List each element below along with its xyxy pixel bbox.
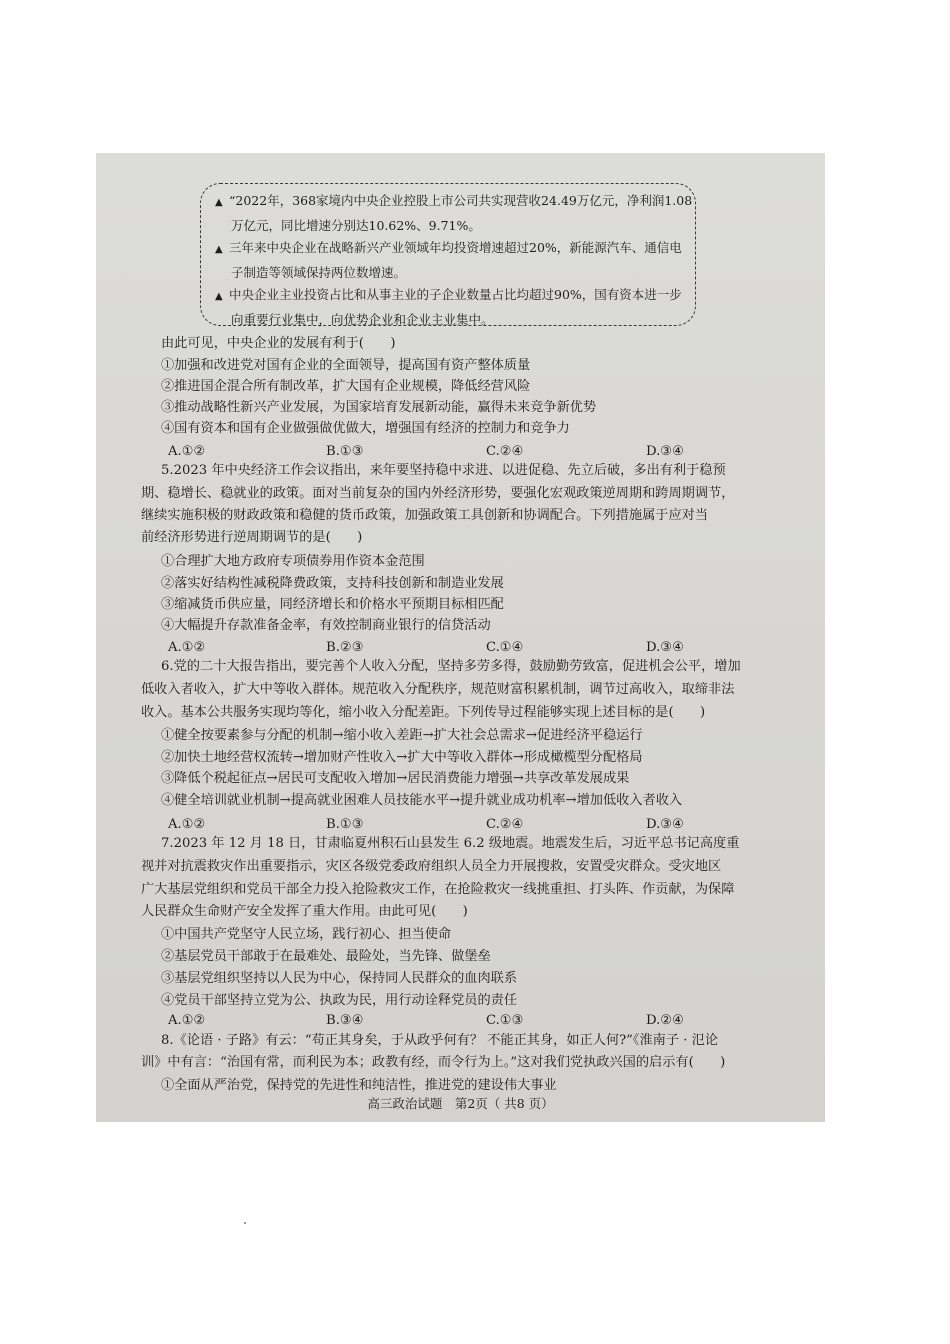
option-b: B.②③ [326, 640, 364, 655]
info-line: ▲ 中央企业主业投资占比和从事主业的子企业数量占比均超过90%，国有资本进一步 [215, 284, 685, 309]
q4-item: ③推动战略性新兴产业发展，为国家培育发展新动能，赢得未来竞争新优势 [161, 400, 597, 415]
info-line: ▲ “2022年，368家境内中央企业控股上市公司共实现营收24.49万亿元，净利润1.08 [215, 190, 685, 215]
option-c: C.②④ [486, 444, 524, 459]
q4-item: ④国有资本和国有企业做强做优做大，增强国有经济的控制力和竞争力 [161, 421, 570, 436]
q8-item: ①全面从严治党，保持党的先进性和纯洁性，推进党的建设伟大事业 [161, 1078, 557, 1093]
q7-options [168, 1010, 788, 1032]
option-d: D.②④ [646, 1013, 684, 1028]
triangle-bullet-icon: ▲ [215, 291, 223, 302]
q8-stem: 训》中有言：“治国有常，而利民为本；政教有经，而令行为上。”这对我们党执政兴国的启示有( ) [141, 1055, 726, 1070]
q4-item: ①加强和改进党对国有企业的全面领导，提高国有资产整体质量 [161, 358, 531, 373]
info-line: 向重要行业集中，向优势企业和企业主业集中。 [231, 311, 494, 327]
q7-item: ③基层党组织坚持以人民为中心，保持同人民群众的血肉联系 [161, 971, 518, 986]
q6-stem: 收入。基本公共服务实现均等化，缩小收入分配差距。下列传导过程能够实现上述目标的是( ) [141, 705, 706, 720]
q7-item: ①中国共产党坚守人民立场，践行初心、担当使命 [161, 927, 452, 942]
q6-item: ①健全按要素参与分配的机制→缩小收入差距→扩大社会总需求→促进经济平稳运行 [161, 728, 643, 743]
q5-stem: 期、稳增长、稳就业的政策。面对当前复杂的国内外经济形势，要强化宏观政策逆周期和跨周期调节， [141, 486, 735, 501]
q7-stem: 7.2023 年 12 月 18 日，甘肃临夏州积石山县发生 6.2 级地震。地震发生后，习近平总书记高度重 [161, 836, 740, 851]
q7-stem: 广大基层党组织和党员干部全力投入抢险救灾工作，在抢险救灾一线挑重担、打头阵、作贡献，为保障 [141, 882, 735, 897]
q7-item: ④党员干部坚持立党为公、执政为民，用行动诠释党员的责任 [161, 993, 518, 1008]
option-c: C.①④ [486, 640, 524, 655]
q5-stem: 前经济形势进行逆周期调节的是( ) [141, 530, 363, 545]
q8-stem: 8.《论语 · 子路》有云：“苟正其身矣，于从政乎何有？ 不能正其身，如正人何?”《淮南子 · 氾论 [161, 1033, 719, 1048]
q5-item: ④大幅提升存款准备金率，有效控制商业银行的信贷活动 [161, 618, 491, 633]
option-d: D.③④ [646, 817, 684, 832]
info-box [200, 183, 696, 326]
speck [244, 1222, 246, 1224]
page-footer: 高三政治试题 第2页（ 共8 页） [367, 1096, 554, 1111]
q7-item: ②基层党员干部敢于在最难处、最险处，当先锋、做堡垒 [161, 949, 491, 964]
q4-stem: 由此可见，中央企业的发展有利于( ) [161, 336, 396, 351]
q5-stem: 5.2023 年中央经济工作会议指出，来年要坚持稳中求进、以进促稳、先立后破，多出有利于稳预 [161, 463, 726, 478]
q7-stem: 视并对抗震救灾作出重要指示，灾区各级党委政府组织人员全力开展搜救，安置受灾群众。受灾地区 [141, 859, 722, 874]
info-line: ▲ 三年来中央企业在战略新兴产业领域年均投资增速超过20%，新能源汽车、通信电 [215, 237, 685, 262]
triangle-bullet-icon: ▲ [215, 244, 223, 255]
option-b: B.①③ [326, 817, 364, 832]
option-c: C.①③ [486, 1013, 524, 1028]
q7-stem: 人民群众生命财产安全发挥了重大作用。由此可见( ) [141, 904, 468, 919]
q6-item: ②加快土地经营权流转→增加财产性收入→扩大中等收入群体→形成橄榄型分配格局 [161, 750, 643, 765]
option-d: D.③④ [646, 640, 684, 655]
option-d: D.③④ [646, 444, 684, 459]
option-a: A.①② [168, 817, 206, 832]
option-a: A.①② [168, 1013, 206, 1028]
info-line: 万亿元，同比增速分别达10.62%、9.71%。 [231, 217, 481, 233]
q6-stem: 6.党的二十大报告指出，要完善个人收入分配，坚持多劳多得，鼓励勤劳致富，促进机会公平，增加 [161, 659, 741, 674]
info-line: 子制造等领域保持两位数增速。 [231, 264, 407, 280]
exam-page [96, 153, 825, 1122]
option-c: C.②④ [486, 817, 524, 832]
q5-item: ①合理扩大地方政府专项债券用作资本金范围 [161, 554, 425, 569]
triangle-bullet-icon: ▲ [215, 197, 223, 208]
q6-stem: 低收入者收入，扩大中等收入群体。规范收入分配秩序，规范财富积累机制，调节过高收入，取缔非法 [141, 682, 735, 697]
q5-stem: 继续实施积极的财政政策和稳健的货币政策，加强政策工具创新和协调配合。下列措施属于应对当 [141, 508, 709, 523]
q6-item: ④健全培训就业机制→提高就业困难人员技能水平→提升就业成功机率→增加低收入者收入 [161, 793, 683, 808]
q4-item: ②推进国企混合所有制改革，扩大国有企业规模，降低经营风险 [161, 379, 531, 394]
q5-item: ②落实好结构性减税降费政策，支持科技创新和制造业发展 [161, 576, 504, 591]
option-a: A.①② [168, 640, 206, 655]
q6-item: ③降低个税起征点→居民可支配收入增加→居民消费能力增强→共享改革发展成果 [161, 771, 630, 786]
q5-item: ③缩减货币供应量，同经济增长和价格水平预期目标相匹配 [161, 597, 504, 612]
option-b: B.①③ [326, 444, 364, 459]
option-b: B.③④ [326, 1013, 364, 1028]
option-a: A.①② [168, 444, 206, 459]
